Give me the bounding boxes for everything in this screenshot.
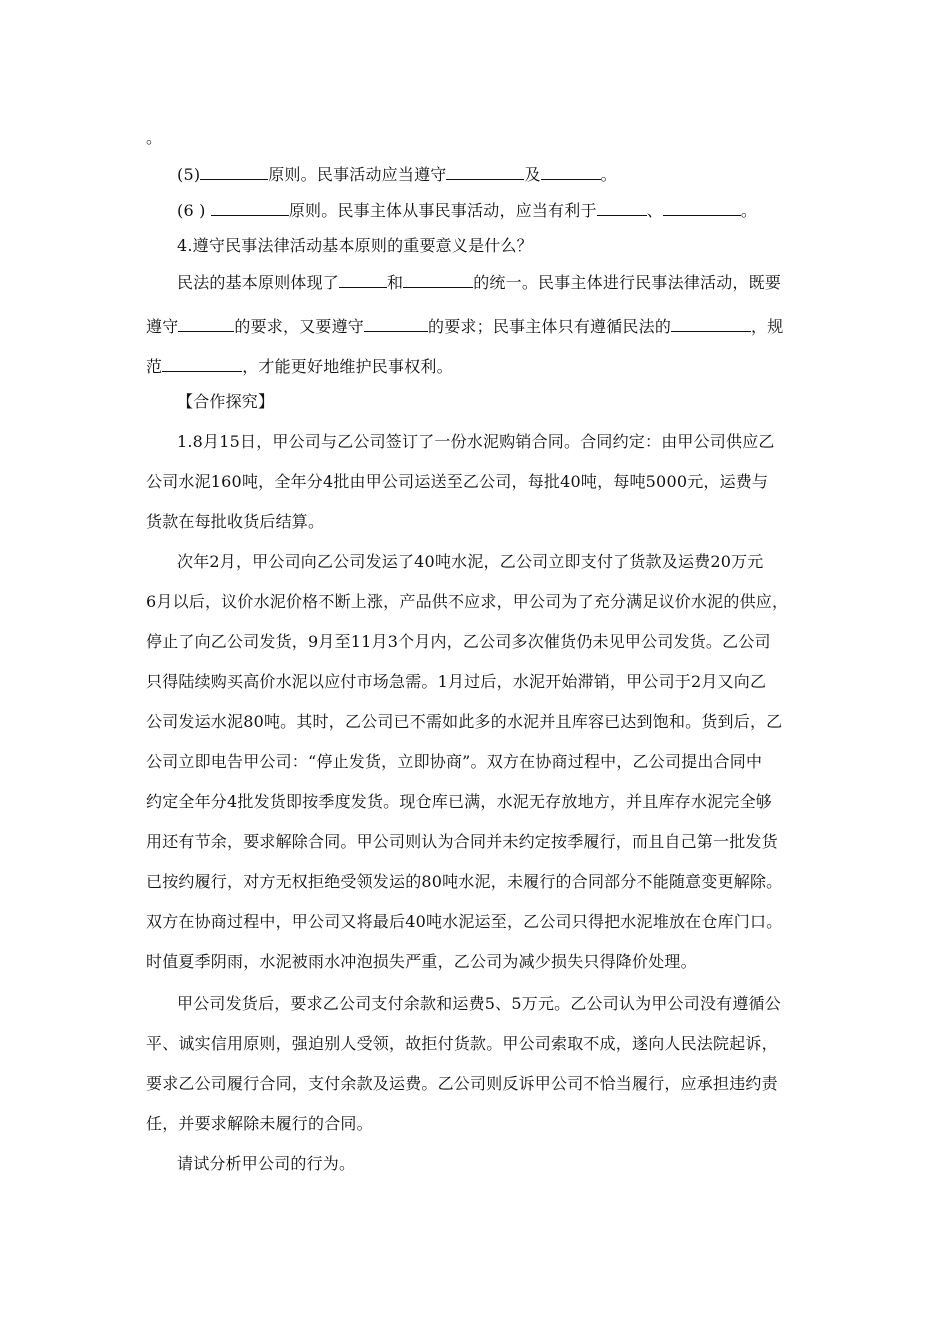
para-line	[146, 472, 768, 492]
fill-blank[interactable]	[200, 164, 268, 180]
text: 和	[387, 273, 404, 292]
para-line	[146, 512, 324, 532]
fill-blank[interactable]	[211, 200, 289, 216]
text: 的要求，又要遵守	[234, 317, 365, 336]
text: 公司发运水泥80吨。其时，乙公司已不需如此多的水泥并且库容已达到饱和。货到后，乙	[146, 712, 783, 731]
text: 及	[524, 165, 541, 184]
stray-period	[146, 128, 162, 148]
para-line	[146, 632, 771, 652]
text: 时值夏季阴雨，水泥被雨水冲泡损失严重，乙公司为减少损失只得降价处理。	[146, 952, 697, 971]
para-line	[146, 1074, 778, 1094]
fill-blank[interactable]	[178, 316, 234, 332]
text: 约定全年分4批发货即按季度发货。现仓库已满，水泥无存放地方，并且库存水泥完全够	[146, 792, 772, 811]
text: 。	[740, 201, 758, 220]
text: 1.8月15日，甲公司与乙公司签订了一份水泥购销合同。合同约定：由甲公司供应乙	[177, 432, 775, 451]
item-number: (6 )	[177, 201, 206, 220]
text: 已按约履行，对方无权拒绝受领发运的80吨水泥，未履行的合同部分不能随意变更解除。	[146, 872, 783, 891]
para-line	[177, 552, 764, 572]
fill-blank[interactable]	[446, 164, 524, 180]
text: 公司立即电告甲公司：“停止发货，立即协商”。双方在协商过程中，乙公司提出合同中	[146, 752, 763, 771]
para-line	[146, 912, 782, 932]
item-6	[177, 200, 757, 221]
fill-blank[interactable]	[339, 272, 387, 288]
fill-blank[interactable]	[162, 356, 242, 372]
text: 请试分析甲公司的行为。	[177, 1154, 356, 1173]
fill-blank[interactable]	[671, 316, 751, 332]
para-line	[146, 1034, 778, 1054]
question-4	[177, 236, 533, 256]
text: 范	[146, 357, 163, 376]
fill-blank[interactable]	[663, 200, 741, 216]
text: 平、诚实信用原则，强迫别人受领，故拒付货款。甲公司索取不成，遂向人民法院起诉，	[146, 1034, 778, 1053]
para-line	[146, 1114, 373, 1134]
text: 6月以后，议价水泥价格不断上涨，产品供不应求，甲公司为了充分满足议价水泥的供应，	[146, 592, 789, 611]
text: 任，并要求解除未履行的合同。	[146, 1114, 373, 1133]
text: ，才能更好地维护民事权利。	[242, 357, 453, 376]
text: 、	[646, 201, 663, 220]
answer-line-3	[146, 356, 453, 377]
answer-line-2	[146, 316, 783, 337]
text: 原则。民事活动应当遵守	[268, 165, 447, 184]
para-line	[177, 994, 781, 1014]
text: 用还有节余，要求解除合同。甲公司则认为合同并未约定按季履行，而且自己第一批发货	[146, 832, 778, 851]
para-line	[146, 752, 762, 772]
text: 。	[146, 128, 163, 147]
text: 停止了向乙公司发货，9月至11月3个月内，乙公司多次催货仍未见甲公司发货。乙公司	[146, 632, 771, 651]
text: 的统一。民事主体进行民事法律活动，既要	[473, 273, 782, 292]
question-prompt	[177, 1154, 355, 1174]
para-line	[146, 792, 772, 812]
fill-blank[interactable]	[597, 200, 647, 216]
text: 双方在协商过程中，甲公司又将最后40吨水泥运至，乙公司只得把水泥堆放在仓库门口。	[146, 912, 783, 931]
text: 民法的基本原则体现了	[177, 273, 340, 292]
text: ，规	[751, 317, 784, 336]
fill-blank[interactable]	[364, 316, 428, 332]
text: 。	[600, 165, 617, 184]
text: 要求乙公司履行合同，支付余款及运费。乙公司则反诉甲公司不恰当履行，应承担违约责	[146, 1074, 778, 1093]
heading-text: 【合作探究】	[177, 392, 275, 411]
text: 货款在每批收货后结算。	[146, 512, 325, 531]
para-line	[146, 592, 788, 612]
text: 遵守	[146, 317, 179, 336]
text: 的要求；民事主体只有遵循民法的	[428, 317, 672, 336]
fill-blank[interactable]	[403, 272, 473, 288]
item-5	[177, 164, 617, 185]
fill-blank[interactable]	[541, 164, 601, 180]
para-line	[146, 872, 782, 892]
text: 只得陆续购买高价水泥以应付市场急需。1月过后，水泥开始滞销，甲公司于2月又向乙	[146, 672, 767, 691]
para-line	[146, 832, 778, 852]
para-line	[146, 672, 766, 692]
para-line	[146, 952, 697, 972]
item-number: (5)	[177, 165, 201, 184]
answer-line-1	[177, 272, 781, 293]
question-text: 4.遵守民事法律活动基本原则的重要意义是什么？	[177, 236, 533, 255]
text: 原则。民事主体从事民事活动，应当有利于	[288, 201, 597, 220]
text: 次年2月，甲公司向乙公司发运了40吨水泥，乙公司立即支付了货款及运费20万元	[177, 552, 764, 571]
text: 甲公司发货后，要求乙公司支付余款和运费5、5万元。乙公司认为甲公司没有遵循公	[177, 994, 781, 1013]
para-line	[177, 432, 775, 452]
section-heading	[177, 392, 274, 412]
para-line	[146, 712, 782, 732]
text: 公司水泥160吨，全年分4批由甲公司运送至乙公司，每批40吨，每吨5000元，运费与	[146, 472, 769, 491]
